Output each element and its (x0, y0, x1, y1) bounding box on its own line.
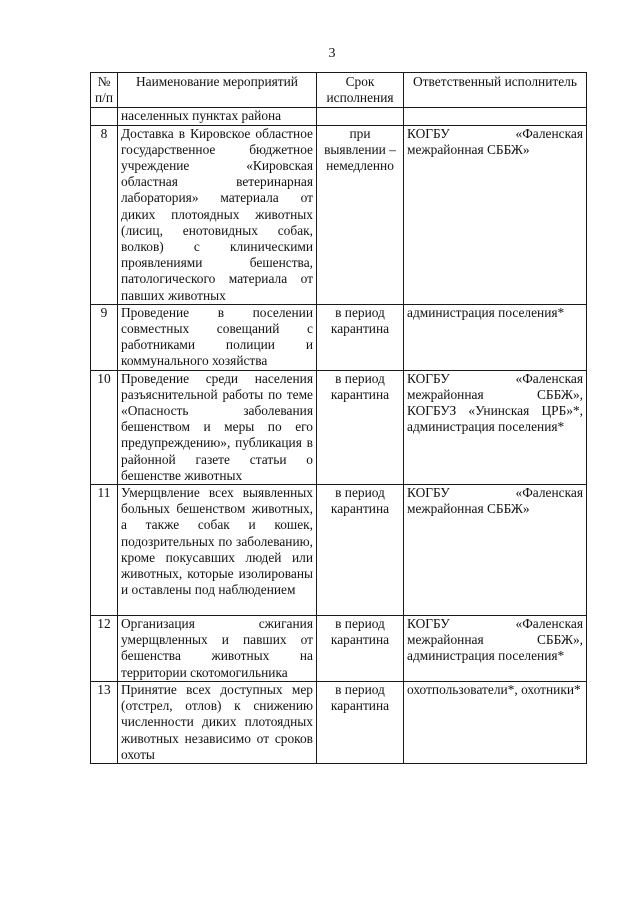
row-responsible: КОГБУ «Фаленская межрайонная СББЖ» (404, 125, 587, 304)
measures-table (90, 72, 587, 764)
table-row (91, 370, 587, 484)
table-row (91, 485, 587, 616)
row-name: Умерщвление всех выявленных больных бешенством животных, а также собак и кошек, подозрительных по заболеванию, кроме покусавших людей или животных, которые изолированы и оставлены под наблюдением (118, 485, 317, 616)
row-num: 12 (91, 616, 118, 682)
row-responsible: КОГБУ «Фаленская межрайонная СББЖ», администрация поселения* (404, 616, 587, 682)
row-responsible: охотпользователи*, охотники* (404, 681, 587, 763)
row-num: 13 (91, 681, 118, 763)
row-responsible: администрация поселения* (404, 304, 587, 370)
header-responsible: Ответственный исполнитель (404, 73, 587, 108)
row-name: Принятие всех доступных мер (отстрел, отлов) к снижению численности диких плотоядных животных независимо от сроков охоты (118, 681, 317, 763)
row-term: в период карантина (317, 304, 404, 370)
row-term: в период карантина (317, 370, 404, 484)
row-name: Проведение среди населения разъяснительной работы по теме «Опасность заболевания бешенством и меры по его предупреждению», публикация в районной газете статьи о бешенстве животных (118, 370, 317, 484)
row-name: Организация сжигания умерщвленных и павших от бешенства животных на территории скотомогильника (118, 616, 317, 682)
row-term: в период карантина (317, 616, 404, 682)
table-row (91, 616, 587, 682)
row-responsible: КОГБУ «Фаленская межрайонная СББЖ», КОГБУЗ «Унинская ЦРБ»*, администрация поселения* (404, 370, 587, 484)
table-row (91, 125, 587, 304)
header-term: Срок исполнения (317, 73, 404, 108)
row-num: 9 (91, 304, 118, 370)
row-name: Доставка в Кировское областное государственное бюджетное учреждение «Кировская областная ветеринарная лаборатория» материала от диких плотоядных животных (лисиц, енотовидных собак, волков) с клиническими проявлениями бешенства, патологического материала от павших животных (118, 125, 317, 304)
page-number: 3 (328, 46, 336, 61)
row-num: 11 (91, 485, 118, 616)
table-row (91, 304, 587, 370)
row-responsible (404, 108, 587, 125)
table-row (91, 108, 587, 125)
row-name: населенных пунктах района (118, 108, 317, 125)
row-name: Проведение в поселении совместных совещаний с работниками полиции и коммунального хозяйства (118, 304, 317, 370)
header-num: № п/п (91, 73, 118, 108)
row-term (317, 108, 404, 125)
table-header-row (91, 73, 587, 108)
row-term: в период карантина (317, 681, 404, 763)
row-term: в период карантина (317, 485, 404, 616)
row-responsible: КОГБУ «Фаленская межрайонная СББЖ» (404, 485, 587, 616)
row-num: 10 (91, 370, 118, 484)
row-term: при выявлении – немедленно (317, 125, 404, 304)
row-num (91, 108, 118, 125)
table-row (91, 681, 587, 763)
row-num: 8 (91, 125, 118, 304)
header-name: Наименование мероприятий (118, 73, 317, 108)
